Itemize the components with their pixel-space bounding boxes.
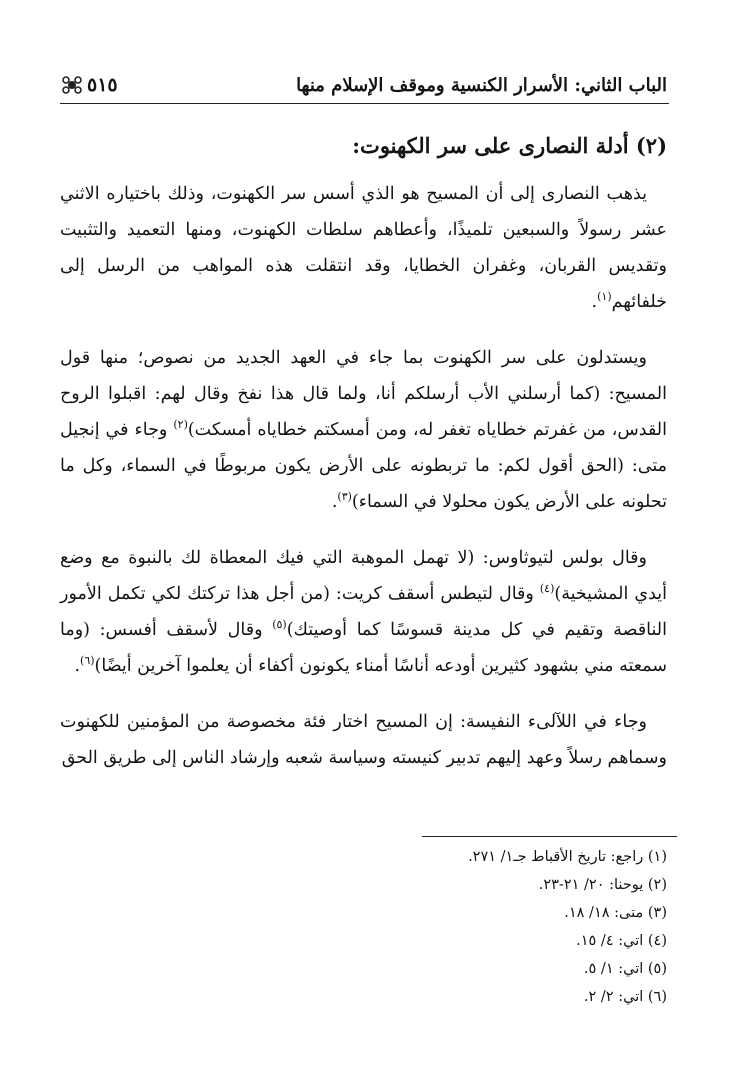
paragraph-end: . — [74, 656, 81, 676]
paragraph-1 — [60, 176, 667, 320]
footnote-item: (٣) متى: ١٨/ ١٨. — [564, 905, 667, 921]
footnote-item: (٥) اتي: ١/ ٥. — [583, 961, 667, 977]
page-number-block — [60, 74, 118, 96]
paragraph-text: وقال لأسقف أفسس: (وما سمعته مني بشهود كثيرين أودعه أناسًا أمناء يكونون أكفاء أن يعلموا آخرين أيضًا) — [60, 620, 667, 676]
paragraph-text: وقال لتيطس أسقف كريت: (من أجل هذا تركتك لكي تكمل الأمور الناقصة وتقيم في كل مدينة قسوسًا كما أوصيتك) — [60, 584, 667, 640]
footnote-item: (٢) يوحنا: ٢٠/ ٢١-٢٣. — [538, 877, 667, 893]
footnote-item: (٦) اتي: ٢/ ٢. — [583, 989, 667, 1005]
paragraph-4 — [60, 704, 667, 776]
paragraph-text: وجاء في إنجيل متى: (الحق أقول لكم: ما تربطونه على الأرض يكون مربوطًا في السماء، وكل ما تحلونه على الأرض يكون محلولا في السماء) — [60, 420, 667, 512]
page-header — [60, 70, 667, 100]
section-heading: (٢) أدلة النصارى على سر الكهنوت: — [352, 133, 667, 158]
ornament-icon — [60, 74, 84, 96]
paragraph-end: . — [331, 492, 338, 512]
footnote-ref: (٤) — [539, 582, 555, 596]
running-title: الباب الثاني: الأسرار الكنسية وموقف الإسلام منها — [296, 74, 667, 96]
footnote-ref: (٣) — [337, 490, 352, 504]
footnote-separator — [422, 836, 677, 837]
paragraph-text: وقال بولس لتيوثاوس: (لا تهمل الموهبة التي فيك المعطاة لك بالنبوة مع وضع أيدي المشيخية) — [60, 548, 667, 604]
footnote-ref: (٥) — [272, 618, 287, 632]
footnote-item: (١) راجع: تاريخ الأقباط جـ١/ ٢٧١. — [468, 849, 667, 865]
paragraph-text: يذهب النصارى إلى أن المسيح هو الذي أسس سر الكهنوت، وذلك باختياره الاثني عشر رسولاً والسبعين تلميذًا، وأعطاهم سلطات الكهنوت، ومنها التعميد والتثبيت وتقديس القربان، وغفران الخطايا، وقد انتقلت هذه المواهب من الرسل إلى خلفائهم — [60, 184, 667, 312]
footnote-ref: (١) — [597, 290, 612, 304]
footnotes — [60, 843, 667, 1011]
page-number: ٥١٥ — [87, 74, 118, 96]
footnote-ref: (٦) — [80, 654, 95, 668]
paragraph-end: . — [591, 292, 598, 312]
paragraph-2 — [60, 340, 667, 520]
header-rule — [60, 103, 669, 104]
footnote-ref: (٢) — [173, 418, 188, 432]
paragraph-text: وجاء في اللآلىء النفيسة: إن المسيح اختار فئة مخصوصة من المؤمنين للكهنوت وسماهم رسلاً وعهد إليهم تدبير كنيسته وسياسة شعبه وإرشاد الناس إلى طريق الحق — [60, 712, 667, 768]
body-text — [60, 176, 667, 796]
paragraph-3 — [60, 540, 667, 684]
footnote-item: (٤) اتي: ٤/ ١٥. — [576, 933, 667, 949]
paragraph-text: ويستدلون على سر الكهنوت بما جاء في العهد الجديد من نصوص؛ منها قول المسيح: (كما أرسلني الأب أرسلكم أنا، ولما قال هذا نفخ وقال لهم: اقبلوا الروح القدس، من غفرتم خطاياه تغفر له، ومن أمسكتم خطاياه أمسكت) — [60, 348, 667, 440]
